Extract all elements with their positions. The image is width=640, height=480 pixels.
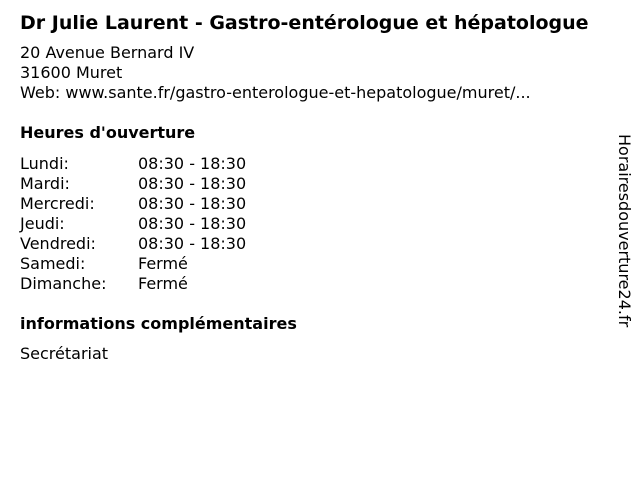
hours-time: 08:30 - 18:30 <box>138 214 247 233</box>
hours-time: 08:30 - 18:30 <box>138 174 247 193</box>
hours-heading: Heures d'ouverture <box>20 123 196 142</box>
info-heading: informations complémentaires <box>20 314 297 333</box>
address-street: 20 Avenue Bernard IV <box>20 43 195 62</box>
hours-row-tuesday <box>20 174 246 194</box>
address-block <box>20 43 531 103</box>
hours-row-thursday <box>20 214 246 234</box>
info-text: Secrétariat <box>20 344 109 363</box>
hours-time: 08:30 - 18:30 <box>138 234 247 253</box>
hours-day: Mardi: <box>20 174 70 193</box>
hours-time: 08:30 - 18:30 <box>138 194 247 213</box>
hours-row-friday <box>20 234 246 254</box>
brand-watermark: Horairesdouverture24.fr <box>615 134 634 328</box>
address-web-link[interactable]: Web: www.sante.fr/gastro-enterologue-et-hepatologue/muret/... <box>20 83 531 102</box>
hours-row-saturday <box>20 254 246 274</box>
hours-day: Mercredi: <box>20 194 95 213</box>
address-city: 31600 Muret <box>20 63 123 82</box>
hours-time: Fermé <box>138 274 188 293</box>
hours-day: Samedi: <box>20 254 86 273</box>
hours-row-sunday <box>20 274 246 294</box>
hours-day: Lundi: <box>20 154 69 173</box>
hours-time: Fermé <box>138 254 188 273</box>
hours-day: Vendredi: <box>20 234 96 253</box>
opening-hours-table <box>20 154 246 294</box>
page-title: Dr Julie Laurent - Gastro-entérologue et hépatologue <box>20 12 589 34</box>
hours-row-monday <box>20 154 246 174</box>
hours-day: Jeudi: <box>20 214 65 233</box>
hours-time: 08:30 - 18:30 <box>138 154 247 173</box>
hours-day: Dimanche: <box>20 274 107 293</box>
hours-row-wednesday <box>20 194 246 214</box>
